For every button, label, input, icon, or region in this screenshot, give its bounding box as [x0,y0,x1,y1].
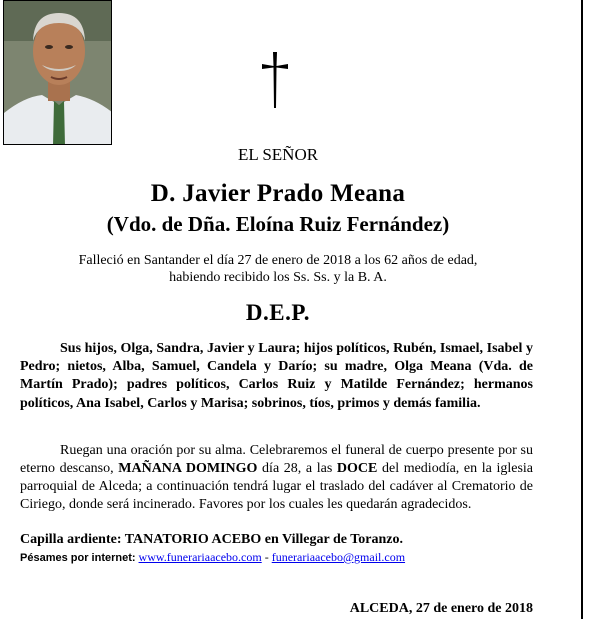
widower-line: (Vdo. de Dña. Eloína Ruiz Fernández) [106,212,450,236]
death-notice-line-1: Falleció en Santander el día 27 de enero de 2018 a los 62 años de edad, [78,253,478,268]
deceased-name: D. Javier Prado Meana [150,180,406,207]
funeral-text-part-3: del mediodía, en la iglesia parroquial de Alceda; a continuación tendrá lugar el traslado del cadáver al Crematorio de Ciriego, donde será incinerado. Favores por los cuales les quedarán agradecidos. [20,461,534,512]
condolences-line [20,550,405,565]
link-separator: - [261,550,272,564]
email-link[interactable]: funerariaacebo@gmail.com [271,550,406,564]
rest-in-peace: D.E.P. [245,300,311,325]
family-paragraph: Sus hijos, Olga, Sandra, Javier y Laura; hijos políticos, Rubén, Ismael, Isabel y Pedro; nietos, Alba, Samuel, Candela y Darío; su madre, Olga Meana (Vda. de Martín Prado); padres políticos, Carlos Ruiz y Matilde Fernández; hermanos políticos, Ana Isabel, Carlos y Marisa; sobrinos, tíos, primos y demás familia. [20,341,533,411]
funeral-time: DOCE [336,461,378,476]
cross-icon [262,52,288,108]
funeral-text-part-1: Ruegan una oración por su alma. Celebraremos el funeral de cuerpo presente por su eterno descanso, [20,443,533,476]
death-notice [0,252,556,286]
funeral-paragraph [20,442,533,514]
honorific-title: EL SEÑOR [237,145,319,164]
chapel-line: Capilla ardiente: TANATORIO ACEBO en Villegar de Toranzo. [20,532,403,547]
deceased-portrait [3,0,112,145]
website-link[interactable]: www.funerariaacebo.com [138,550,262,564]
portrait-image [4,1,112,145]
death-notice-line-2: habiendo recibido los Ss. Ss. y la B. A. [169,270,387,285]
funeral-day: MAÑANA DOMINGO [118,461,258,476]
right-border-rule [581,0,583,619]
funeral-text-part-2: día 28, a las [257,461,337,476]
place-and-date: ALCEDA, 27 de enero de 2018 [349,601,533,616]
condolences-label: Pésames por internet: [20,552,136,564]
